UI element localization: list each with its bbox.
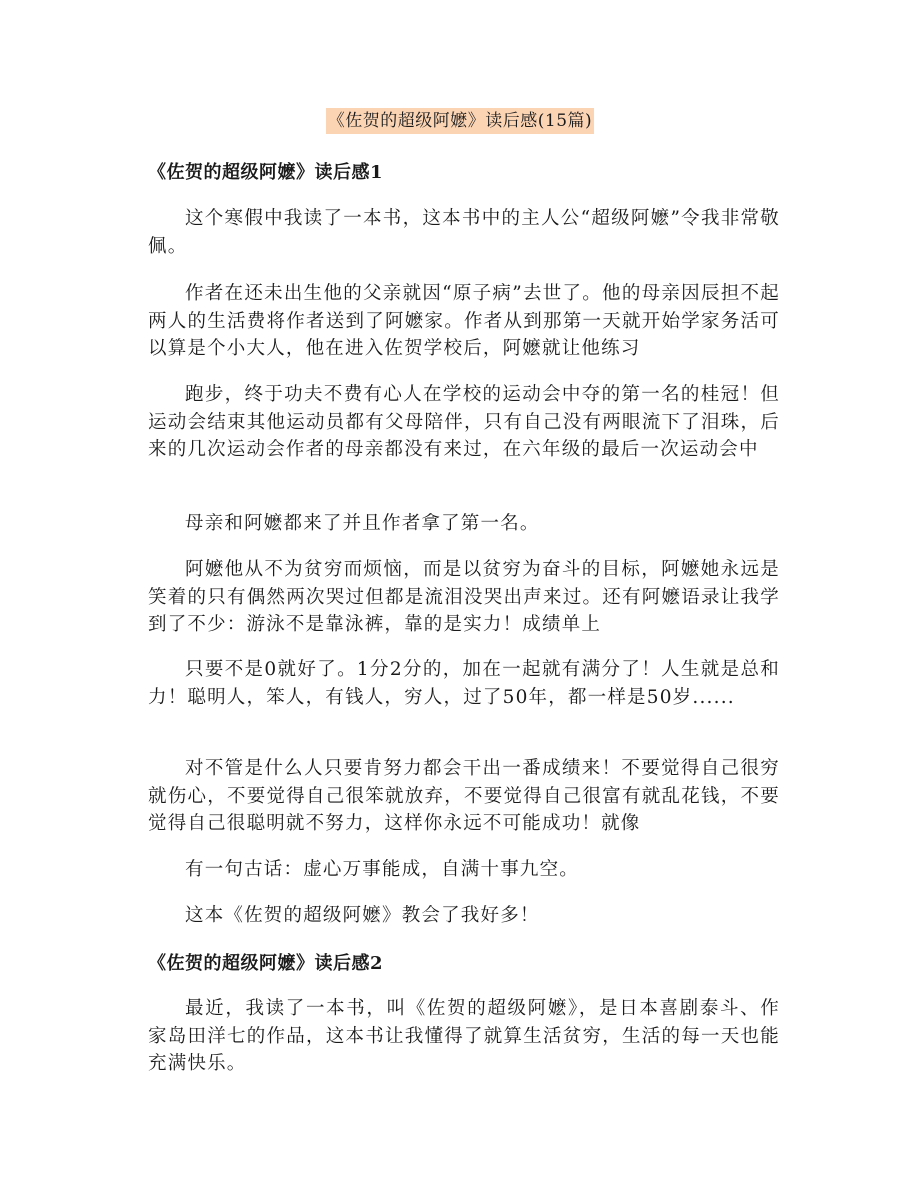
- document-title: [0, 108, 920, 134]
- paragraph: 母亲和阿嬷都来了并且作者拿了第一名。: [185, 513, 540, 534]
- paragraph: 这个寒假中我读了一本书，这本书中的主人公“超级阿嬷”令我非常敬佩。: [148, 208, 780, 257]
- paragraph: 跑步，终于功夫不费有心人在学校的运动会中夺的第一名的桂冠！但运动会结束其他运动员都有父母陪伴，只有自己没有两眼流下了泪珠，后来的几次运动会作者的母亲都没有来过，在六年级的最后一次运动会中: [148, 384, 780, 460]
- section-heading-1: 《佐贺的超级阿嬷》读后感1: [148, 162, 384, 183]
- paragraph: 作者在还未出生他的父亲就因“原子病”去世了。他的母亲因辰担不起两人的生活费将作者送到了阿嬷家。作者从到那第一天就开始学家务活可以算是个小大人，他在进入佐贺学校后，阿嬷就让他练习: [148, 283, 780, 359]
- paragraph: 对不管是什么人只要肯努力都会干出一番成绩来！不要觉得自己很穷就伤心，不要觉得自己很笨就放弃，不要觉得自己很富有就乱花钱，不要觉得自己很聪明就不努力，这样你永远不可能成功！就像: [148, 758, 780, 834]
- section-heading-2: 《佐贺的超级阿嬷》读后感2: [148, 953, 384, 974]
- paragraph: 只要不是0就好了。1分2分的，加在一起就有满分了！人生就是总和力！聪明人，笨人，有钱人，穷人，过了50年，都一样是50岁......: [148, 659, 780, 708]
- paragraph: 这本《佐贺的超级阿嬷》教会了我好多！: [185, 905, 540, 926]
- paragraph: 有一句古话：虚心万事能成，自满十事九空。: [185, 859, 580, 880]
- document-title-text: 《佐贺的超级阿嬷》读后感(15篇): [326, 108, 594, 134]
- paragraph: 最近，我读了一本书，叫《佐贺的超级阿嬷》，是日本喜剧泰斗、作家岛田洋七的作品，这本书让我懂得了就算生活贫穷，生活的每一天也能充满快乐。: [148, 998, 780, 1074]
- paragraph: 阿嬷他从不为贫穷而烦恼，而是以贫穷为奋斗的目标，阿嬷她永远是笑着的只有偶然两次哭过但都是流泪没哭出声来过。还有阿嬷语录让我学到了不少：游泳不是靠泳裤，靠的是实力！成绩单上: [148, 559, 780, 635]
